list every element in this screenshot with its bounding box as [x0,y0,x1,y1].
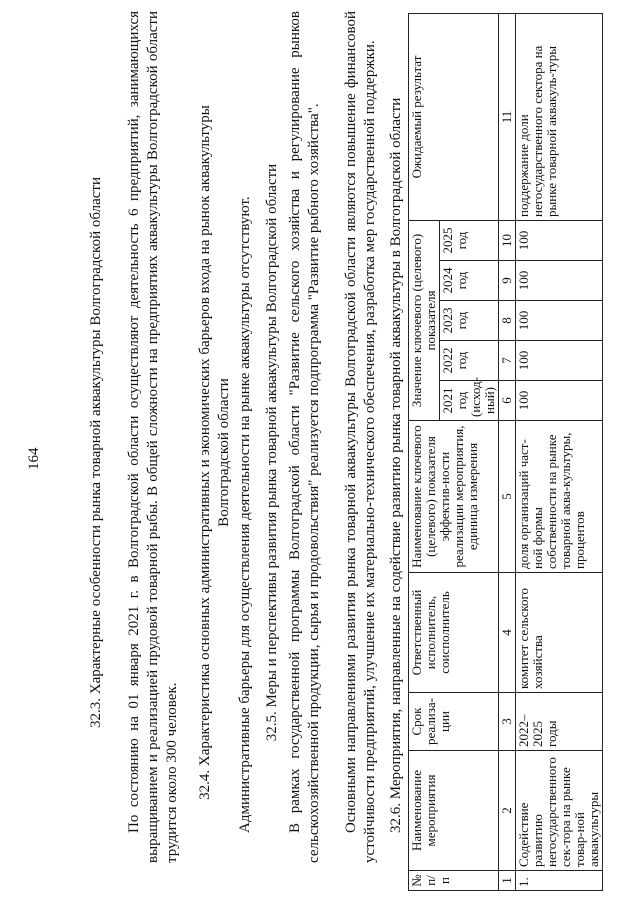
col-number: 8 [499,301,516,341]
header-term: Срок реализа-ции [409,693,499,751]
section-32-4-heading-line1: 32.4. Характеристика основных административных и экономических барьеров входа на рынок аквакультуры [197,105,213,800]
col-number: 4 [499,573,516,693]
row-indicator: доля организаций част-ной формы собственности на рынке товарной аква-культуры, процентов [516,421,603,573]
header-name: Наименование мероприятия [409,751,499,871]
section-32-5-paragraph-1: В рамках государственной программы Волгоградской области "Развитие сельского хозяйства и регулирование рынков сельскохозяйственной продукции, сырья и продовольствия" реализуется подпрограмма "Развитие рыбного хозяйства". [287,11,322,863]
row-value-2024: 100 [516,261,603,301]
header-2023: 2023 год [440,301,499,341]
header-result: Ожидаемый результат [409,13,499,220]
page-number: 164 [26,447,42,470]
section-32-3-heading: 32.3. Характерные особенности рынка товарной аквакультуры Волгоградской области [88,177,104,728]
col-number: 6 [499,381,516,421]
column-numbers-row [499,13,516,890]
col-number: 10 [499,220,516,260]
header-num: № п/п [409,871,499,891]
header-indicator: Наименование ключевого (целевого) показателя эффектив-ности реализации мероприятия, единица измерения [409,421,499,573]
header-2024: 2024 год [440,261,499,301]
section-32-5-heading: 32.5. Меры и перспективы развития рынка товарной аквакультуры Волгоградской области [264,163,280,742]
col-number: 1 [499,871,516,891]
measures-table [408,13,603,891]
section-32-4-body: Административные барьеры для осуществления деятельности на рынке аквакультуры отсутствуют. [237,196,253,833]
col-number: 2 [499,751,516,871]
col-number: 11 [499,13,516,220]
row-value-2023: 100 [516,301,603,341]
header-2021: 2021 год (исход-ный) [440,381,499,421]
section-32-3-body: По состоянию на 01 января 2021 г. в Волгоградской области осуществляют деятельность 6 предприятий, занимающихся выращиванием и реализацией прудовой товарной рыбы. В общей сложности на предприятиях аквакультуры Волгоградской области трудится около 300 человек. [126,11,180,863]
header-value-group: Значение ключевого (целевого) показателя [409,220,440,420]
row-name: Содействие развитию негосударственного сек-тора на рынке товар-ной аквакультуры [516,751,603,871]
row-value-2021: 100 [516,381,603,421]
section-32-6-heading: 32.6. Мероприятия, направленные на содействие развитию рынка товарной аквакультуры в Волгоградской области [388,97,404,833]
header-2022: 2022 год [440,341,499,381]
row-num: 1. [516,871,603,891]
row-value-2022: 100 [516,341,603,381]
header-2025: 2025 год [440,220,499,260]
header-executor: Ответственный исполнитель, соисполнитель [409,573,499,693]
col-number: 3 [499,693,516,751]
row-result: поддержание доли негосударственного сектора на рынке товарной аквакуль-туры [516,13,603,220]
table-row [516,13,603,890]
row-executor: комитет сельского хозяйства [516,573,603,693]
col-number: 5 [499,421,516,573]
section-32-4-heading-line2: Волгоградской области [216,378,232,527]
row-term: 2022–2025 годы [516,693,603,751]
table-header-row [409,13,440,890]
row-value-2025: 100 [516,220,603,260]
section-32-5-paragraph-2: Основными направлениями развития рынка товарной аквакультуры Волгоградской области являются повышение финансовой устойчивости предприятий, улучшение их материально-технического обеспечения, разработка мер государственной поддержки. [343,11,378,863]
col-number: 9 [499,261,516,301]
col-number: 7 [499,341,516,381]
